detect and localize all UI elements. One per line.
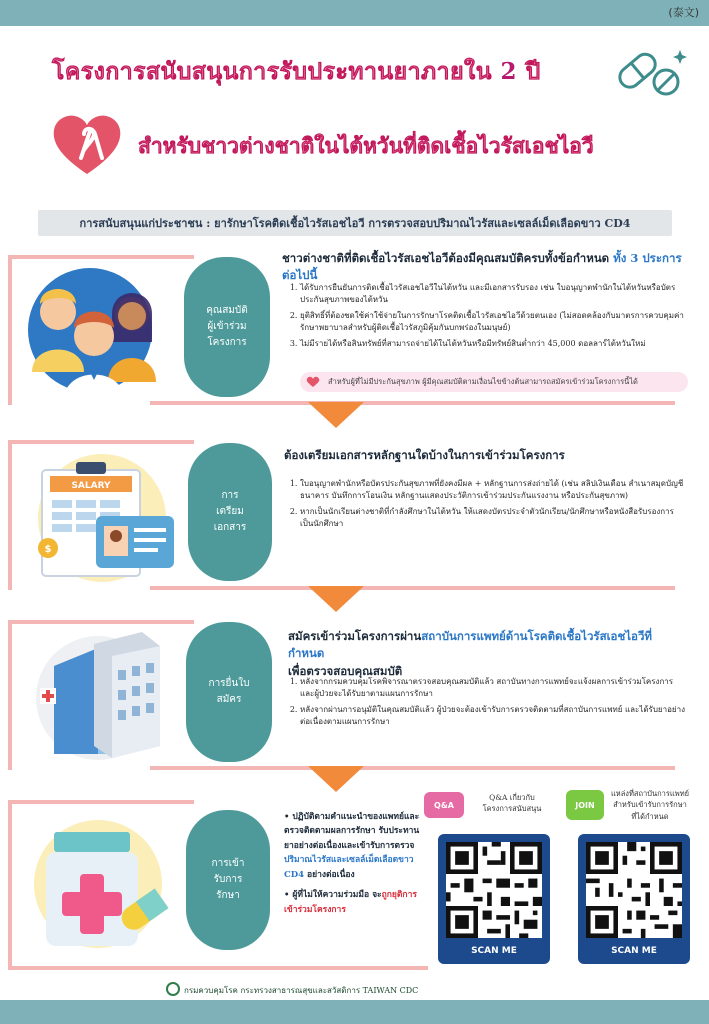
arrow-down-icon <box>306 400 366 430</box>
section-border <box>8 255 12 405</box>
svg-text:$: $ <box>44 544 52 555</box>
list-item: 3. ไม่มีรายได้หรือสินทรัพย์ที่สามารถจ่ายได้ในไต้หวันหรือมีทรัพย์สินต่ำกว่า 45,000 ดอลลาร์ไต้หวันใหม่ <box>300 338 685 350</box>
list-item: 1. หลังจากกรมควบคุมโรคพิจารณาตรวจสอบคุณสมบัติแล้ว สถาบันทางการแพทย์จะแจ้งผลการเข้าร่วมโครงการ และผู้ป่วยจะได้รับยาตามแผนการรักษา <box>300 676 685 701</box>
bullet-warning: ถูกยุติการเข้าร่วมโครงการ <box>284 890 417 915</box>
page-title-line1 <box>52 54 622 90</box>
hospital-illustration <box>24 626 174 766</box>
heart-ribbon-icon <box>50 112 124 178</box>
qr-caption: แหล่งที่สถาบันการแพทย์ สำหรับเข้ารับการรักษา ที่ได้กำหนด <box>610 789 690 821</box>
qr-code-faq[interactable] <box>438 834 550 964</box>
step-pill-application: การยื่นใบ สมัคร <box>186 622 272 762</box>
documents-list <box>300 478 685 534</box>
title-number: 2 <box>500 58 518 85</box>
bullet-text: อย่างต่อเนื่อง <box>307 869 355 880</box>
section-border <box>8 800 12 970</box>
list-item: 2. หากเป็นนักเรียนต่างชาติที่กำลังศึกษาในไต้หวัน ให้แสดงบัตรประจำตัวนักเรียน/นักศึกษาหรือหนังสือรับรองการเป็นนักศึกษา <box>300 506 685 531</box>
title-suffix: ปี <box>525 58 541 85</box>
list-item: • ผู้ที่ไม่ให้ความร่วมมือ จะถูกยุติการเข้าร่วมโครงการ <box>284 890 417 915</box>
section-border <box>150 401 675 405</box>
heading-text: ชาวต่างชาติที่ติดเชื้อไวรัสเอชไอวีต้องมีคุณสมบัติครบทั้งข้อกำหนด <box>282 251 610 265</box>
application-list <box>300 676 685 732</box>
qr-code-hospitals[interactable] <box>578 834 690 964</box>
pills-icon <box>614 42 690 102</box>
step-pill-documents: การ เตรียม เอกสาร <box>188 443 272 581</box>
section-border <box>8 255 194 259</box>
step-pill-eligibility: คุณสมบัติ ผู้เข้าร่วม โครงการ <box>184 257 270 397</box>
page-title-line2: สำหรับชาวต่างชาติในไต้หวันที่ติดเชื้อไวรัสเอชไอวี <box>138 133 594 158</box>
section-border <box>8 440 194 444</box>
section-border <box>8 620 12 770</box>
qr-code-icon <box>586 842 682 938</box>
bullet-highlight: ปริมาณไวรัสและเซลล์เม็ดเลือดขาว CD4 <box>284 855 414 880</box>
list-item: • ปฏิบัติตามคำแนะนำของแพทย์และตรวจติดตามผลการรักษา รับประทานยาอย่างต่อเนื่องและเข้ารับการตรวจ ปริมาณไวรัสและเซลล์เม็ดเลือดขาว CD4 อย่างต่อเนื่อง <box>284 812 420 880</box>
language-tag: (泰文) <box>668 6 699 19</box>
scan-me-label: SCAN ME <box>611 946 657 956</box>
step-pill-treatment: การเข้า รับการ รักษา <box>186 810 270 950</box>
section-heading <box>288 628 688 680</box>
list-item: 1. ได้รับการยืนยันการติดเชื้อไวรัสเอชไอวีในไต้หวัน และมีเอกสารรับรอง เช่น ใบอนุญาตพำนักในไต้หวันหรือบัตรประกันสุขภาพของไต้หวัน <box>300 282 685 307</box>
list-item: 2. ยุติสิทธิ์ที่ต้องชดใช้ค่าใช้จ่ายในการรักษาโรคติดเชื้อไวรัสเอชไอวีด้วยตนเอง (ไม่สอดคล้องกับมาตรการควบคุมค่ารักษาพยาบาลสำหรับผู้ติดเชื้อไวรัสภูมิคุ้มกันบกพร่องในมนุษย์) <box>300 310 685 335</box>
section-border <box>150 586 675 590</box>
section-border <box>8 966 428 970</box>
svg-text:SALARY: SALARY <box>71 481 111 491</box>
arrow-down-icon <box>306 584 366 614</box>
list-item: 2. หลังจากผ่านการอนุมัติในคุณสมบัติแล้ว ผู้ป่วยจะต้องเข้ารับการตรวจติดตามที่สถาบันการแพทย์ และได้รับยาอย่างต่อเนื่องตามแผนการรักษา <box>300 704 685 729</box>
documents-illustration <box>26 446 178 586</box>
bullet-text: ผู้ที่ไม่ให้ความร่วมมือ จะ <box>292 890 382 901</box>
heading-text: สมัครเข้าร่วมโครงการผ่าน <box>288 629 422 643</box>
qr-caption: Q&A เกี่ยวกับ โครงการสนับสนุน <box>482 793 542 814</box>
section-border <box>8 440 12 590</box>
join-badge-icon: JOIN <box>566 790 604 820</box>
bottom-bar <box>0 1000 709 1024</box>
footer-credit: กรมควบคุมโรค กระทรวงสาธารณสุขและสวัสดิการ TAIWAN CDC <box>184 986 419 995</box>
eligibility-list <box>300 282 685 353</box>
title-text: โครงการสนับสนุนการรับประทานยาภายใน <box>52 58 493 85</box>
eligibility-note <box>300 372 688 392</box>
bullet-text: ปฏิบัติตามคำแนะนำของแพทย์และตรวจติดตามผลการรักษา รับประทานยาอย่างต่อเนื่องและเข้ารับการตรวจ <box>284 812 420 851</box>
section-heading <box>282 250 692 285</box>
heading-highlight: ทั้ง 3 ประการต่อไปนี้ <box>282 251 682 283</box>
support-banner: การสนับสนุนแก่ประชาชน : ยารักษาโรคติดเชื้อไวรัสเอชไอวี การตรวจสอบปริมาณไวรัสและเซลล์เม็ดเลือดขาว CD4 <box>38 210 672 236</box>
heart-icon <box>306 376 320 388</box>
scan-me-label: SCAN ME <box>471 946 517 956</box>
heading-highlight: สถาบันการแพทย์ด้านโรคติดเชื้อไวรัสเอชไอวีที่กำหนด <box>288 629 652 661</box>
qa-badge-icon: Q&A <box>424 792 464 818</box>
list-item: 1. ใบอนุญาตพำนักหรือบัตรประกันสุขภาพที่ยังคงมีผล + หลักฐานการส่งถ่ายได้ (เช่น สลิปเงินเดือน สำเนาสมุดบัญชีธนาคาร บันทึกการโอนเงิน หลักฐานแสดงประวัติการเข้าร่วมประกันแรงงาน หรือประกันสุขภาพ) <box>300 478 685 503</box>
participants-illustration <box>20 262 170 402</box>
medicine-illustration <box>24 808 174 958</box>
treatment-bullets <box>284 810 424 917</box>
section-border <box>8 620 194 624</box>
note-text: สำหรับผู้ที่ไม่มีประกันสุขภาพ ผู้มีคุณสมบัติตามเงื่อนไขข้างต้นสามารถสมัครเข้าร่วมโครงการนี้ได้ <box>328 377 638 386</box>
heading-sub: เพื่อตรวจสอบคุณสมบัติ <box>288 663 403 678</box>
taiwan-cdc-logo-icon <box>166 982 180 996</box>
section-border <box>8 800 194 804</box>
section-border <box>150 766 675 770</box>
qr-code-icon <box>446 842 542 938</box>
top-bar <box>0 0 709 26</box>
section-heading: ต้องเตรียมเอกสารหลักฐานใดบ้างในการเข้าร่วมโครงการ <box>284 448 565 462</box>
arrow-down-icon <box>306 764 366 794</box>
